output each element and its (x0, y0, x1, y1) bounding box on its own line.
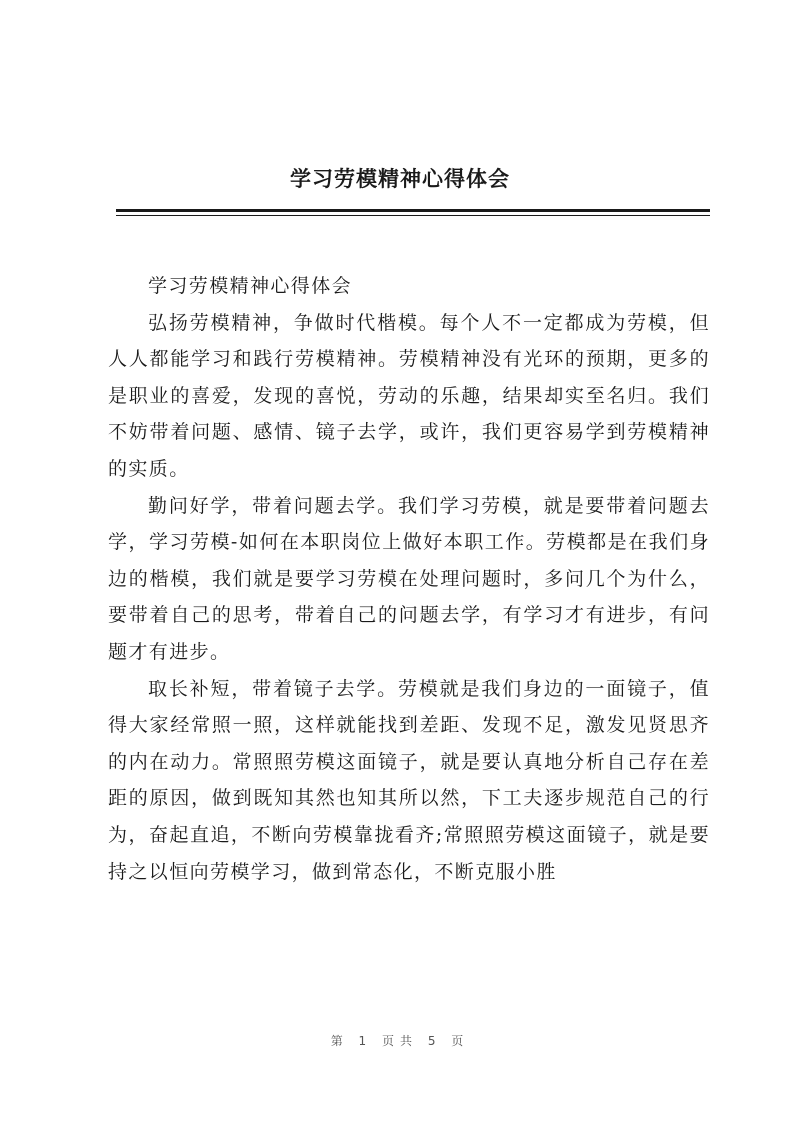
document-body (108, 268, 710, 890)
title-divider-thick (116, 209, 710, 212)
paragraph-2: 勤问好学，带着问题去学。我们学习劳模，就是要带着问题去学，学习劳模-如何在本职岗位上做好本职工作。劳模都是在我们身边的楷模，我们就是要学习劳模在处理问题时，多问几个为什么，要带着自己的思考，带着自己的问题去学，有学习才有进步，有问题才有进步。 (108, 494, 710, 663)
paragraph-1: 弘扬劳模精神，争做时代楷模。每个人不一定都成为劳模，但人人都能学习和践行劳模精神。劳模精神没有光环的预期，更多的是职业的喜爱，发现的喜悦，劳动的乐趣，结果却实至名归。我们不妨带着问题、感情、镜子去学，或许，我们更容易学到劳模精神的实质。 (108, 311, 710, 480)
page-number-footer: 第 1 页共 5 页 (330, 1034, 470, 1048)
title-divider-thin (116, 215, 710, 216)
paragraph-3: 取长补短，带着镜子去学。劳模就是我们身边的一面镜子，值得大家经常照一照，这样就能找到差距、发现不足，激发见贤思齐的内在动力。常照照劳模这面镜子，就是要认真地分析自己存在差距的原因，做到既知其然也知其所以然，下工夫逐步规范自己的行为，奋起直追，不断向劳模靠拢看齐;常照照劳模这面镜子，就是要持之以恒向劳模学习，做到常态化，不断克服小胜 (108, 677, 710, 883)
body-heading: 学习劳模精神心得体会 (148, 275, 353, 297)
document-title: 学习劳模精神心得体会 (290, 167, 510, 191)
